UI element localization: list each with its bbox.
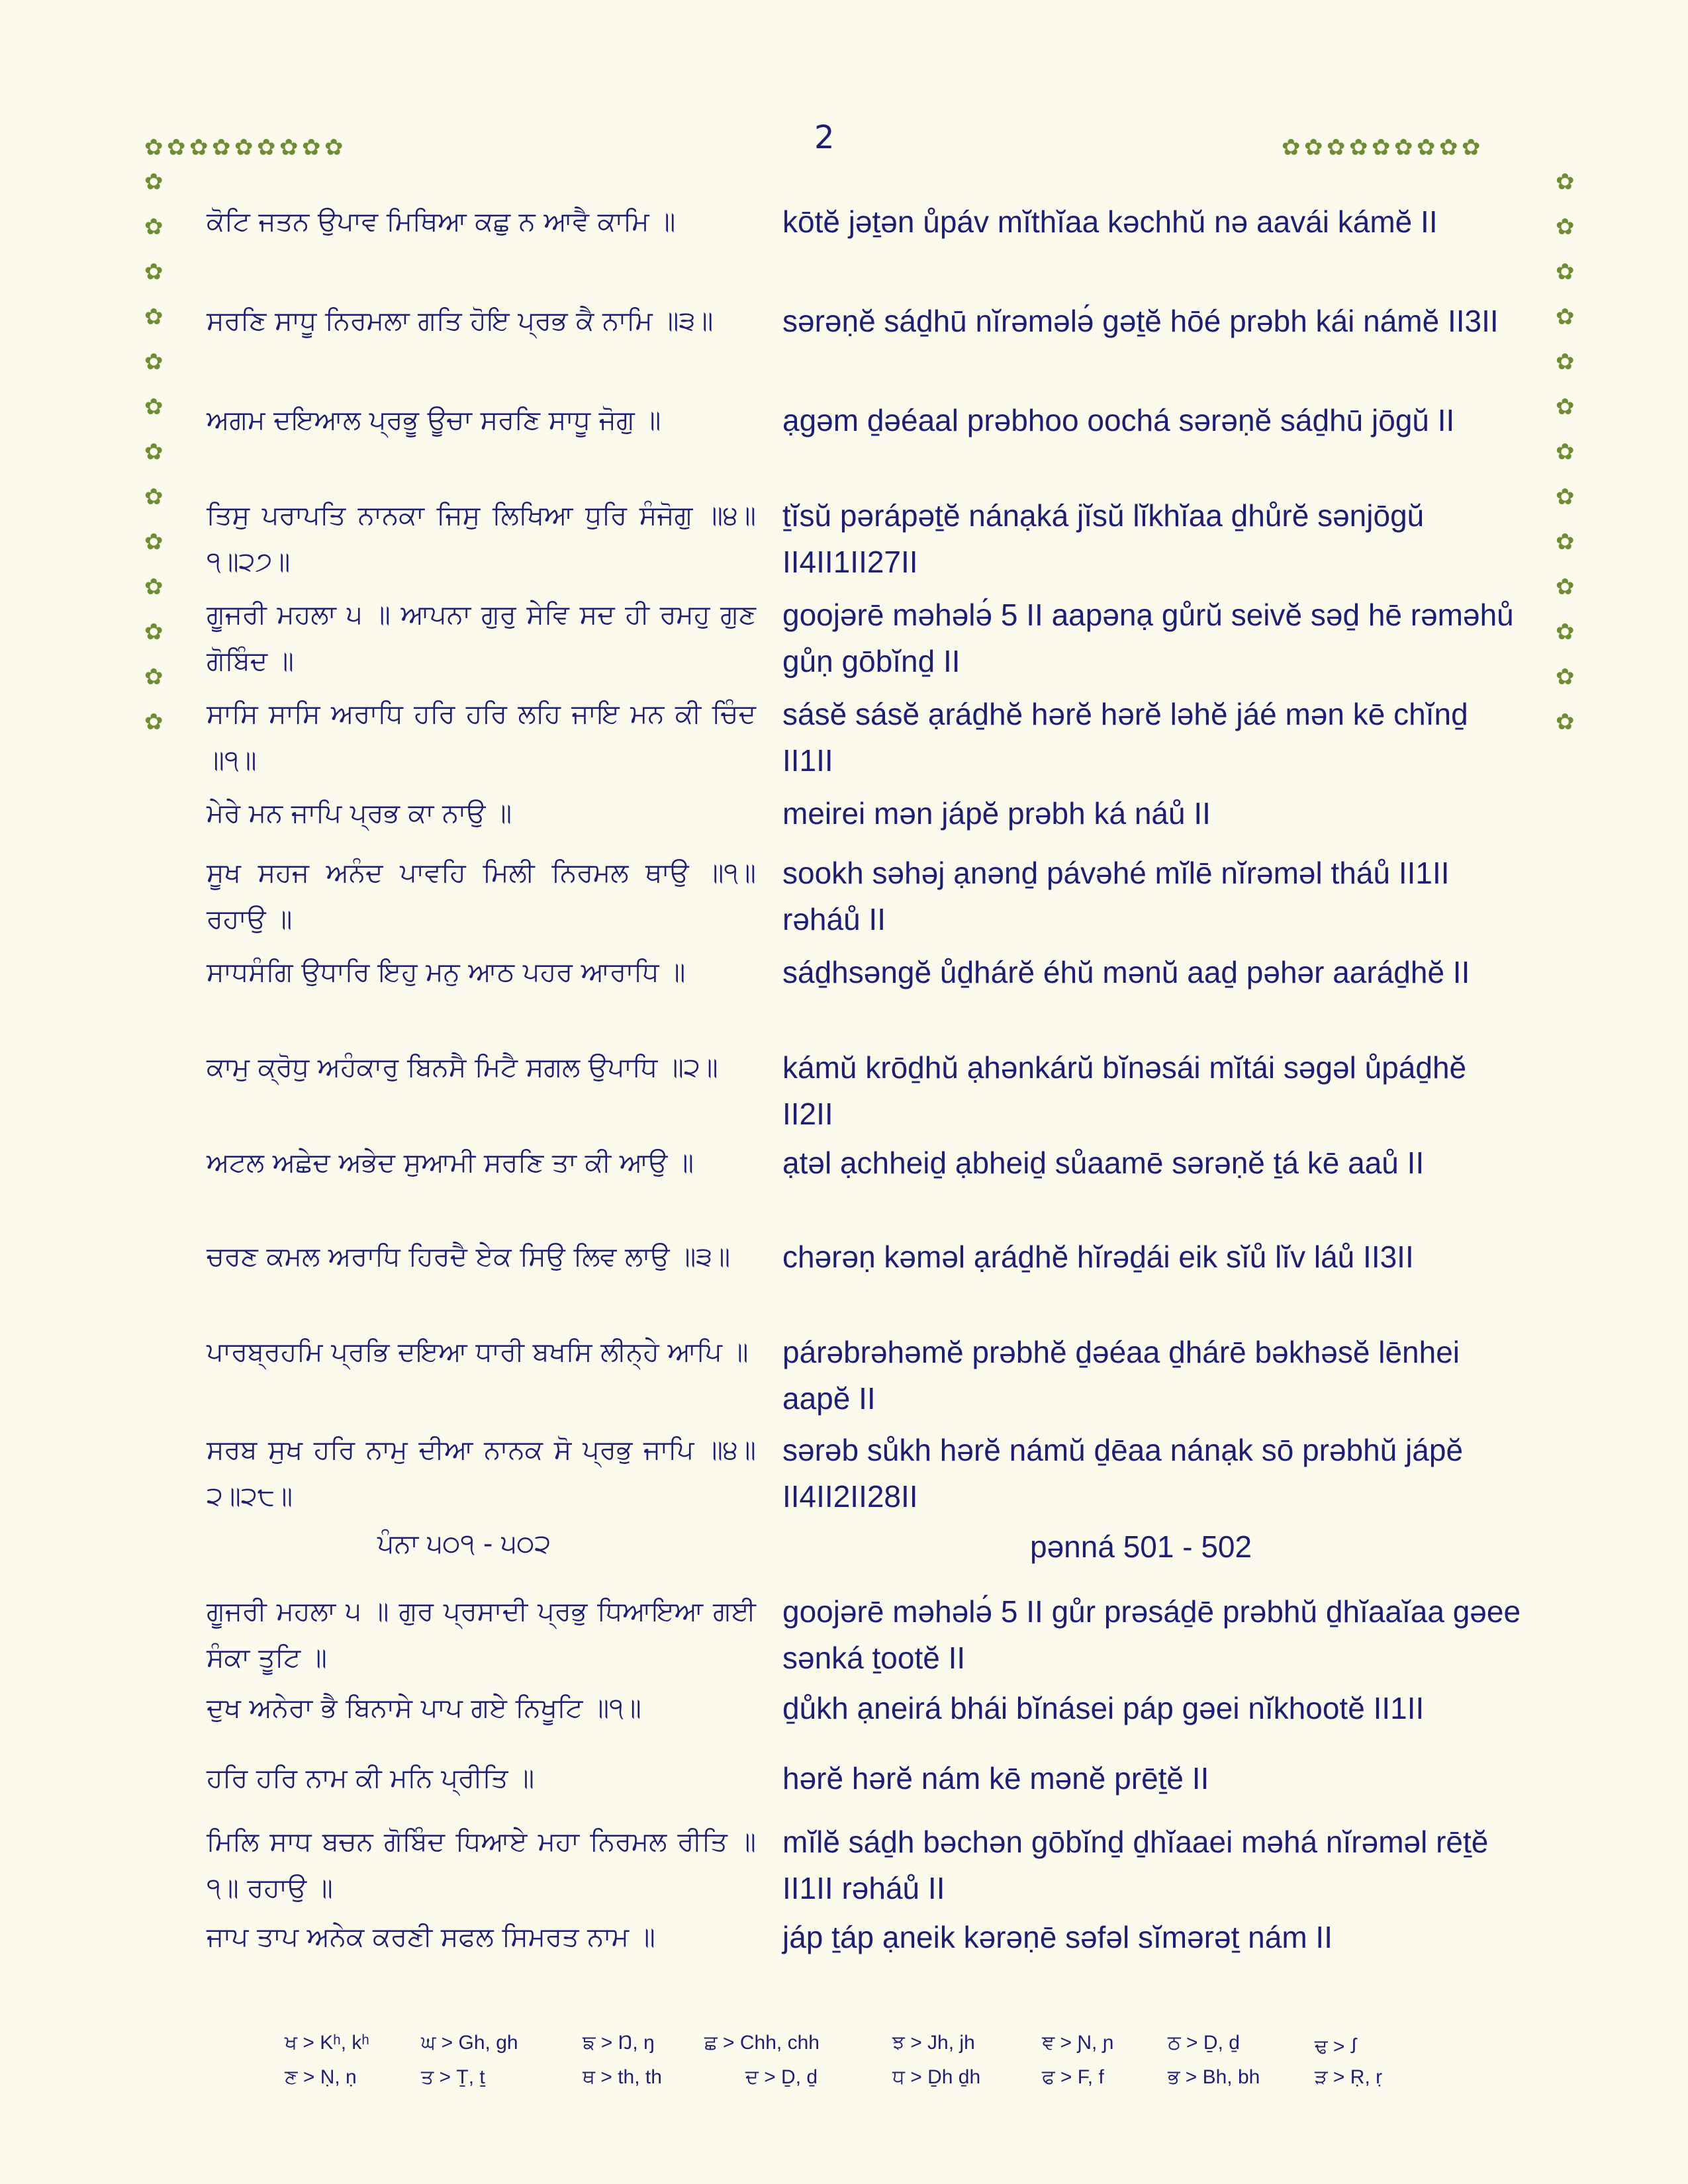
panna-label-transliteration: pənná 501 - 502 — [1030, 1529, 1252, 1564]
legend-item: ਢ > ꭍ — [1315, 2036, 1358, 2058]
transliteration-line: sáḏhsəngĕ ůḏhárĕ éhŭ mənŭ aaḏ pəhər aaráḏhĕ II — [782, 955, 1470, 989]
page-number: 2 — [814, 119, 835, 156]
gurmukhi-line: ਪਾਰਬ੍ਰਹਮਿ ਪ੍ਰਭਿ ਦਇਆ ਧਾਰੀ ਬਖਸਿ ਲੀਨ੍ਹੇ ਆਪਿ ॥ — [207, 1337, 749, 1367]
ornament-border-top-right: ✿ ✿ ✿ ✿ ✿ ✿ ✿ ✿ ✿ — [1282, 134, 1481, 161]
transliteration-line: mĭlĕ sáḏh bəchən gōbĭnḏ ḏhĭaaei məhá nĭrəməl rēṯĕ II1II rəháů II — [782, 1825, 1489, 1905]
gurmukhi-line: ਅਟਲ ਅਛੇਦ ਅਭੇਦ ਸੁਆਮੀ ਸਰਣਿ ਤਾ ਕੀ ਆਉ ॥ — [207, 1148, 694, 1178]
transliteration-line: sásĕ sásĕ ạráḏhĕ hərĕ hərĕ ləhĕ jáé mən kē chĭnḏ II1II — [782, 697, 1468, 778]
legend-item: ਭ > Bh, bh — [1168, 2066, 1260, 2088]
gurmukhi-line: ਸਰਣਿ ਸਾਧੂ ਨਿਰਮਲਾ ਗਤਿ ਹੋਇ ਪ੍ਰਭ ਕੈ ਨਾਮਿ ॥੩॥ — [207, 306, 714, 336]
legend-item: ਛ > Chh, chh — [704, 2032, 820, 2054]
legend-item: ਤ > Ṯ, ṯ — [421, 2066, 485, 2088]
gurmukhi-line: ਮੇਰੇ ਮਨ ਜਾਪਿ ਪ੍ਰਭ ਕਾ ਨਾਉ ॥ — [207, 798, 512, 829]
legend-item: ਧ > Ḏh ḏh — [892, 2066, 981, 2088]
legend-item: ਝ > Jh, jh — [892, 2032, 975, 2054]
legend-item: ਥ > th, th — [583, 2066, 662, 2088]
gurmukhi-line: ਸਾਧਸੰਗਿ ਉਧਾਰਿ ਇਹੁ ਮਨੁ ਆਠ ਪਹਰ ਆਰਾਧਿ ॥ — [207, 957, 686, 987]
legend-item: ਫ > F, f — [1042, 2066, 1104, 2088]
gurmukhi-line: ਚਰਣ ਕਮਲ ਅਰਾਧਿ ਹਿਰਦੈ ਏਕ ਸਿਉ ਲਿਵ ਲਾਉ ॥੩॥ — [207, 1242, 731, 1272]
legend-item: ਖ > Kʰ, kʰ — [285, 2032, 369, 2054]
transliteration-line: ạgəm ḏəéaal prəbhoo oochá sərəṇĕ sáḏhū jōgŭ II — [782, 403, 1455, 437]
transliteration-line: kōtĕ jəṯən ůpáv mĭthĭaa kəchhŭ nə aavái kámĕ II — [782, 205, 1438, 239]
transliteration-line: sookh səhəj ạnənḏ pávəhé mĭlē nĭrəməl tháů II1II rəháů II — [782, 856, 1450, 936]
transliteration-line: hərĕ hərĕ nám kē mənĕ prēṯĕ II — [782, 1761, 1209, 1796]
gurmukhi-line: ਸਰਬ ਸੁਖ ਹਰਿ ਨਾਮੁ ਦੀਆ ਨਾਨਕ ਸੋ ਪ੍ਰਭੁ ਜਾਪਿ ॥੪॥੨॥੨੮॥ — [207, 1435, 756, 1512]
ornament-border-right: ✿ ✿ ✿ ✿ ✿ ✿ ✿ ✿ ✿ ✿ ✿ ✿ ✿ — [1556, 169, 1575, 735]
transliteration-line: ạtəl ạchheiḏ ạbheiḏ sůaamē sərəṇĕ ṯá kē aaů II — [782, 1146, 1425, 1180]
transliteration-line: ṯĭsŭ pərápəṯĕ nánạká jĭsŭ lĭkhĭaa ḏhůrĕ sənjōgŭ II4II1II27II — [782, 498, 1425, 579]
transliteration-line: jáp ṯáp ạneik kərəṇē səfəl sĭmərəṯ nám II — [782, 1920, 1333, 1954]
transliteration-line: sərəb sůkh hərĕ námŭ ḏēaa nánạk sō prəbhŭ jápĕ II4II2II28II — [782, 1433, 1464, 1514]
panna-label-gurmukhi: ਪੰਨਾ ੫੦੧ - ੫੦੨ — [377, 1529, 551, 1559]
transliteration-line: kámŭ krōḏhŭ ạhənkárŭ bĭnəsái mĭtái səgəl ůpáḏhĕ II2II — [782, 1050, 1467, 1131]
transliteration-line: chərəṇ kəməl ạráḏhĕ hĭrəḏái eik sĭů lĭv láů II3II — [782, 1240, 1414, 1274]
gurmukhi-line: ਕਾਮੁ ਕ੍ਰੋਧੁ ਅਹੰਕਾਰੁ ਬਿਨਸੈ ਮਿਟੈ ਸਗਲ ਉਪਾਧਿ ॥੨॥ — [207, 1052, 718, 1083]
legend-item: ੜ > Ṛ, ṛ — [1315, 2066, 1383, 2088]
legend-item: ਣ > Ṇ, ṇ — [285, 2066, 357, 2088]
gurmukhi-line: ਅਗਮ ਦਇਆਲ ਪ੍ਰਭੂ ਊਚਾ ਸਰਣਿ ਸਾਧੂ ਜੋਗੁ ॥ — [207, 405, 661, 435]
legend-item: ਠ > Ḏ, ḏ — [1168, 2032, 1240, 2054]
gurmukhi-line: ਜਾਪ ਤਾਪ ਅਨੇਕ ਕਰਣੀ ਸਫਲ ਸਿਮਰਤ ਨਾਮ ॥ — [207, 1922, 655, 1952]
gurmukhi-line: ਹਰਿ ਹਰਿ ਨਾਮ ਕੀ ਮਨਿ ਪ੍ਰੀਤਿ ॥ — [207, 1763, 535, 1794]
legend-item: ਙ > Ŋ, ŋ — [583, 2032, 655, 2054]
gurmukhi-line: ਮਿਲਿ ਸਾਧ ਬਚਨ ਗੋਬਿੰਦ ਧਿਆਏ ਮਹਾ ਨਿਰਮਲ ਰੀਤਿ ॥੧॥ ਰਹਾਉ ॥ — [207, 1827, 756, 1903]
transliteration-line: sərəṇĕ sáḏhū nĭrəmələ́ gəṯĕ hōé prəbh kái námĕ II3II — [782, 304, 1499, 338]
ornament-border-top-left: ✿ ✿ ✿ ✿ ✿ ✿ ✿ ✿ ✿ — [144, 134, 344, 161]
gurmukhi-line: ਗੂਜਰੀ ਮਹਲਾ ੫ ॥ ਗੁਰ ਪ੍ਰਸਾਦੀ ਪ੍ਰਭੁ ਧਿਆਇਆ ਗਈ ਸੰਕਾ ਤੂਟਿ ॥ — [207, 1596, 756, 1673]
gurmukhi-line: ਦੁਖ ਅਨੇਰਾ ਭੈ ਬਿਨਾਸੇ ਪਾਪ ਗਏ ਨਿਖੂਟਿ ॥੧॥ — [207, 1693, 641, 1723]
legend-item: ਘ > Gh, gh — [421, 2032, 518, 2054]
transliteration-line: párəbrəhəmĕ prəbhĕ ḏəéaa ḏhárē bəkhəsĕ lēnhei aapĕ II — [782, 1335, 1460, 1416]
transliteration-line: meirei mən jápĕ prəbh ká náů II — [782, 796, 1211, 831]
gurmukhi-line: ਸੂਖ ਸਹਜ ਅਨੰਦ ਪਾਵਹਿ ਮਿਲੀ ਨਿਰਮਲ ਥਾਉ ॥੧॥ ਰਹਾਉ ॥ — [207, 858, 756, 934]
legend-item: ਦ > Ḏ, ḏ — [745, 2066, 818, 2088]
transliteration-line: goojərē məhələ́ 5 II aapənạ gůrŭ seivĕ səḏ hē rəməhů gůṇ gōbĭnḏ II — [782, 598, 1514, 678]
gurmukhi-line: ਕੋਟਿ ਜਤਨ ਉਪਾਵ ਮਿਥਿਆ ਕਛੁ ਨ ਆਵੈ ਕਾਮਿ ॥ — [207, 206, 676, 237]
gurmukhi-line: ਤਿਸੁ ਪਰਾਪਤਿ ਨਾਨਕਾ ਜਿਸੁ ਲਿਖਿਆ ਧੁਰਿ ਸੰਜੋਗੁ ॥੪॥੧॥੨੭॥ — [207, 500, 756, 577]
ornament-border-left: ✿ ✿ ✿ ✿ ✿ ✿ ✿ ✿ ✿ ✿ ✿ ✿ ✿ — [144, 169, 164, 735]
transliteration-line: ḏůkh ạneirá bhái bĭnásei páp gəei nĭkhootĕ II1II — [782, 1691, 1425, 1725]
legend-item: ਞ > Ɲ, ɲ — [1042, 2032, 1114, 2054]
gurmukhi-line: ਗੂਜਰੀ ਮਹਲਾ ੫ ॥ ਆਪਨਾ ਗੁਰੁ ਸੇਵਿ ਸਦ ਹੀ ਰਮਹੁ ਗੁਣ ਗੋਬਿੰਦ ॥ — [207, 600, 756, 676]
gurmukhi-line: ਸਾਸਿ ਸਾਸਿ ਅਰਾਧਿ ਹਰਿ ਹਰਿ ਲਹਿ ਜਾਇ ਮਨ ਕੀ ਚਿੰਦ ॥੧॥ — [207, 699, 756, 776]
transliteration-line: goojərē məhələ́ 5 II gůr prəsáḏē prəbhŭ ḏhĭaaĭaa gəee sənká ṯootĕ II — [782, 1594, 1521, 1675]
